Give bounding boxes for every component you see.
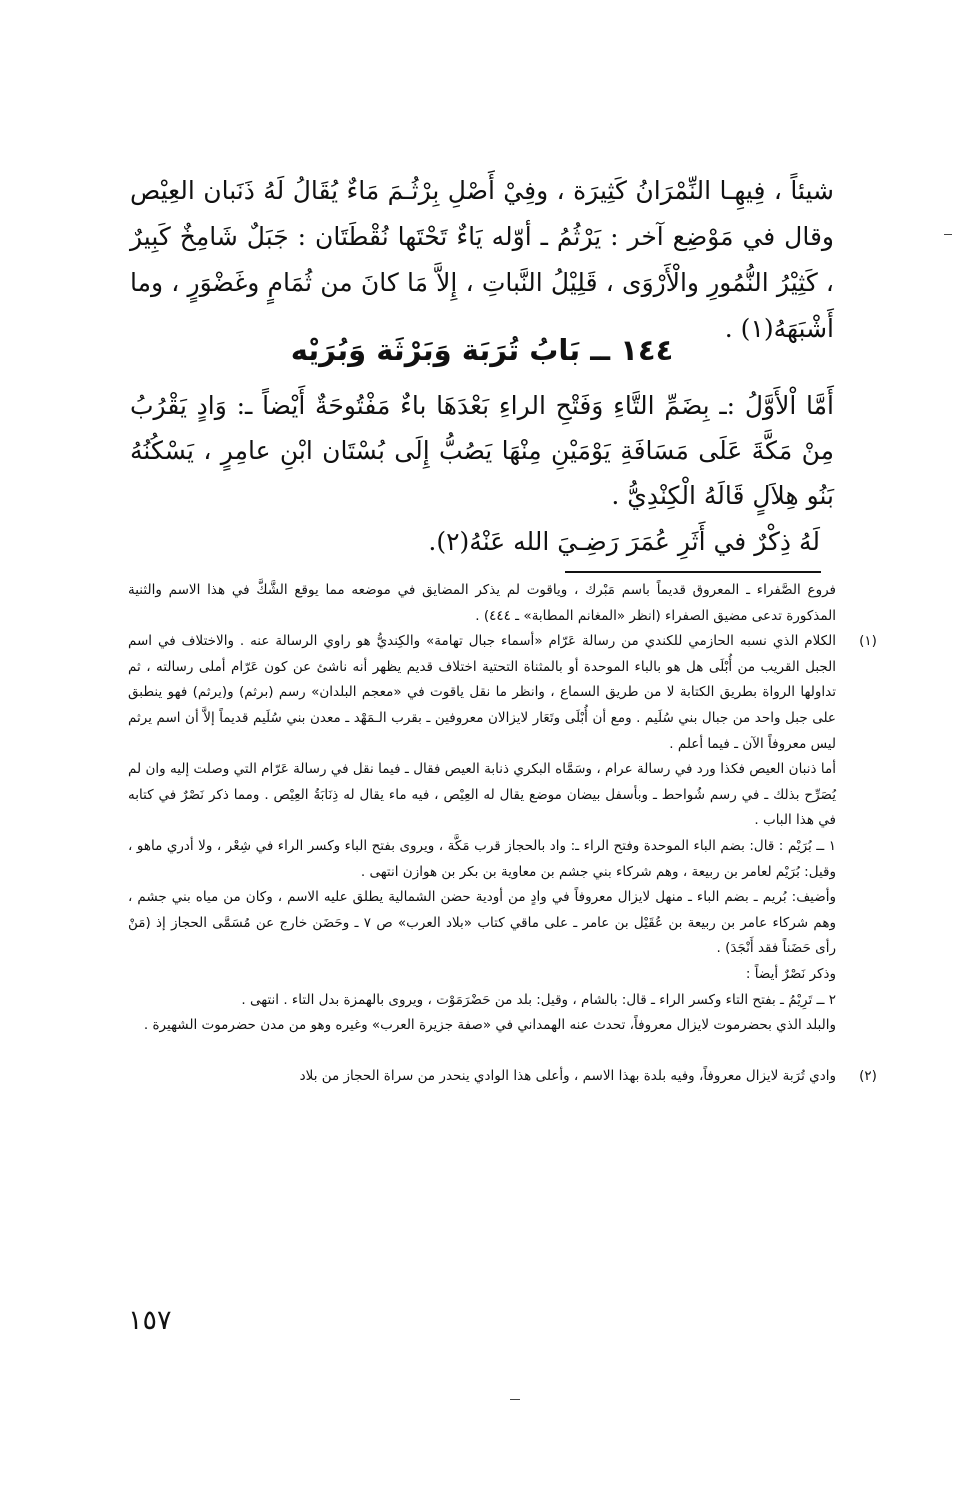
footnote-divider [565,571,821,573]
margin-mark [944,234,952,235]
footnote-1-number: (١) [859,633,877,650]
footnote-1-paragraph: ٢ ــ تَرِيْمُ ـ بفتح التاء وكسر الراء ـ قال: بالشام ، وقيل: بلد من حَضْرَمَوْت ، ويروى بالهمزة بدل التاء . انتهى . [241,991,836,1008]
page-number: ١٥٧ [128,1305,172,1336]
footnotes [128,578,877,1089]
footnote-2-paragraph: وادي تُرَبة لايزال معروفاً، وفيه بلدة بهذا الاسم ، وأعلى هذا الوادي ينحدر من سراة الحجاز من بلاد [299,1067,836,1084]
footnote-1-paragraph: الكلام الذي نسبه الحازمي للكندي من رسالة عَرّام «أسماء جبال تهامة» والكِنديُّ هو راوي الرسالة عنه . والاختلاف في اسم الجبل القريب من أُبْلَى هل هو بالباء الموحدة أو بالمثناة التحتية اختلاف قديم يظهر أنه ناشئ عن كون عَرّام أملى رسالته ، ثم تداولها الرواة بطريق الكتابة لا من طريق السماع ، وانظر ما نقل ياقوت في «معجم البلدان» رسم (برثم) و(يرثم) فهو ينطبق على جبل واحد من جبال بني سُلَيم . ومع أن أُبْلَى وتَعَار لايزالان معروفين ـ بقرب الـمَهْد ـ معدن بني سُلَيم قديماً إلاَّ أن اسم يرثم ليس معروفاً الآن ـ فيما أعلم . [128,633,836,752]
footnote-1-paragraph: وأضيف: بُريم ـ بضم الباء ـ منهل لايزال معروفاً في وادٍ من أودية حضن الشمالية يطلق عليه الاسم ، وكان من مياه بني جشم ، وهم شركاء عامر بن ربيعة بن عُقَيْل بن عامر ـ على ماقي كتاب «بلاد العرب» ص ٧ ـ وحَضَن خارج عن مُسَمَّى الحجاز إذ (مَنْ رأى حَضَناً فقد أَنْجَدَ) . [128,889,836,957]
footnote-1 [128,629,877,1039]
footnote-1-paragraph: والبلد الذي بحضرموت لايزال معروفاً، تحدث عنه الهمداني في «صفة جزيرة العرب» وغيره وهو من مدن حضرموت الشهيرة . [143,1017,836,1034]
footnote-1-paragraph: ١ ــ بُرَيْم : قال: بضم الباء الموحدة وفتح الراء ـ: واد بالحجاز قرب مَكَّة ، ويروى بفتح الباء وكسر الراء في شِعْر ، ولا أدري ماهو ، وقيل: بُرَيْم لعامر بن ربيعة ، وهم شركاء بني جشم بن معاوية بن بكر بن هوازن انتهى . [128,837,836,880]
footnote-1-paragraph: أما ذنبان العيص فكذا ورد في رسالة عرام ، وسَمَّاه البكري ذنابة العيص فقال ـ فيما نقل في رسالة عَرّام التي وصلت إليه وان لم يُصَرِّح بذلك ـ في رسم شُواحط ـ وبأسفل بيضان موضع يقال له العِيْص ، فيه ماء يقال له ذِنَابَةُ العِيْص . ومما ذكر نَصْرٌ في كتابه في هذا الباب . [128,761,836,829]
entry-paragraph: أَمَّا اْلأَوَّلُ :ـ بِضَمِّ التَّاءِ وَفَتْحِ الراءِ بَعْدَهَا باءٌ مَفْتُوحَةٌ أَيْضاً ـ: وَادٍ يَقْرُبُ مِنْ مَكَّةَ عَلَى مَسَافَةِ يَوْمَيْنِ مِنْهَا يَصُبُّ إِلَى بُسْتَان ابْنِ عامِرٍ ، يَسْكُنُهُ بَنُو هِلاَلٍ قَالَهُ الْكِنْدِيُّ . [130,391,834,510]
main-paragraph: شيئاً ، فِيهِـا النِّمْرَانُ كَثِيرَة ، وفِيْ أَصْلِ بِرْثُـمَ مَاءٌ يُقَالُ لَهُ ذَنَبان العِيْص وقال في مَوْضِع آخر : يَرْثُمُ ـ أوّله يَاءٌ تَحْتَها نُقْطَتَان : جَبَلٌ شَامِخٌ كَبِيرٌ ، كَثِيْرُ النُّمُورِ والْأَرْوَى ، قَلِيْلُ النَّباتِ ، إِلاَّ مَا كانَ من ثُمَامٍ وغَضْوَرٍ ، وما أَشْبَهَهُ(١) . [130,176,834,343]
footnote-1-paragraph: وذكر نَصْرٌ أيضاً : [745,965,836,982]
footnote-2-number: (٢) [859,1067,877,1084]
bottom-mark [510,1399,520,1400]
footnote-2 [128,1064,877,1090]
footnote-spacer [128,1039,836,1064]
section-heading: ١٤٤ ــ بَابُ تُرَبَة وَبَرْثَة وَبُرَيْه [290,333,674,367]
footnote-continuation: فروع الصَّفراء ـ المعروق قديماً باسم مَبْرك ، وياقوت لم يذكر المضايق في موضعه مما يوقع الشَّكَّ في هذا الاسم والثنية المذكورة تدعى مضيق الصفراء (انظر «المغانم المطابة» ـ ٤٤٤) . [128,582,836,624]
quote-line: لَهُ ذِكْرٌ في أَثَرِ عُمَرَ رَضِـيَ الله عَنْهُ(٢). [428,527,820,556]
